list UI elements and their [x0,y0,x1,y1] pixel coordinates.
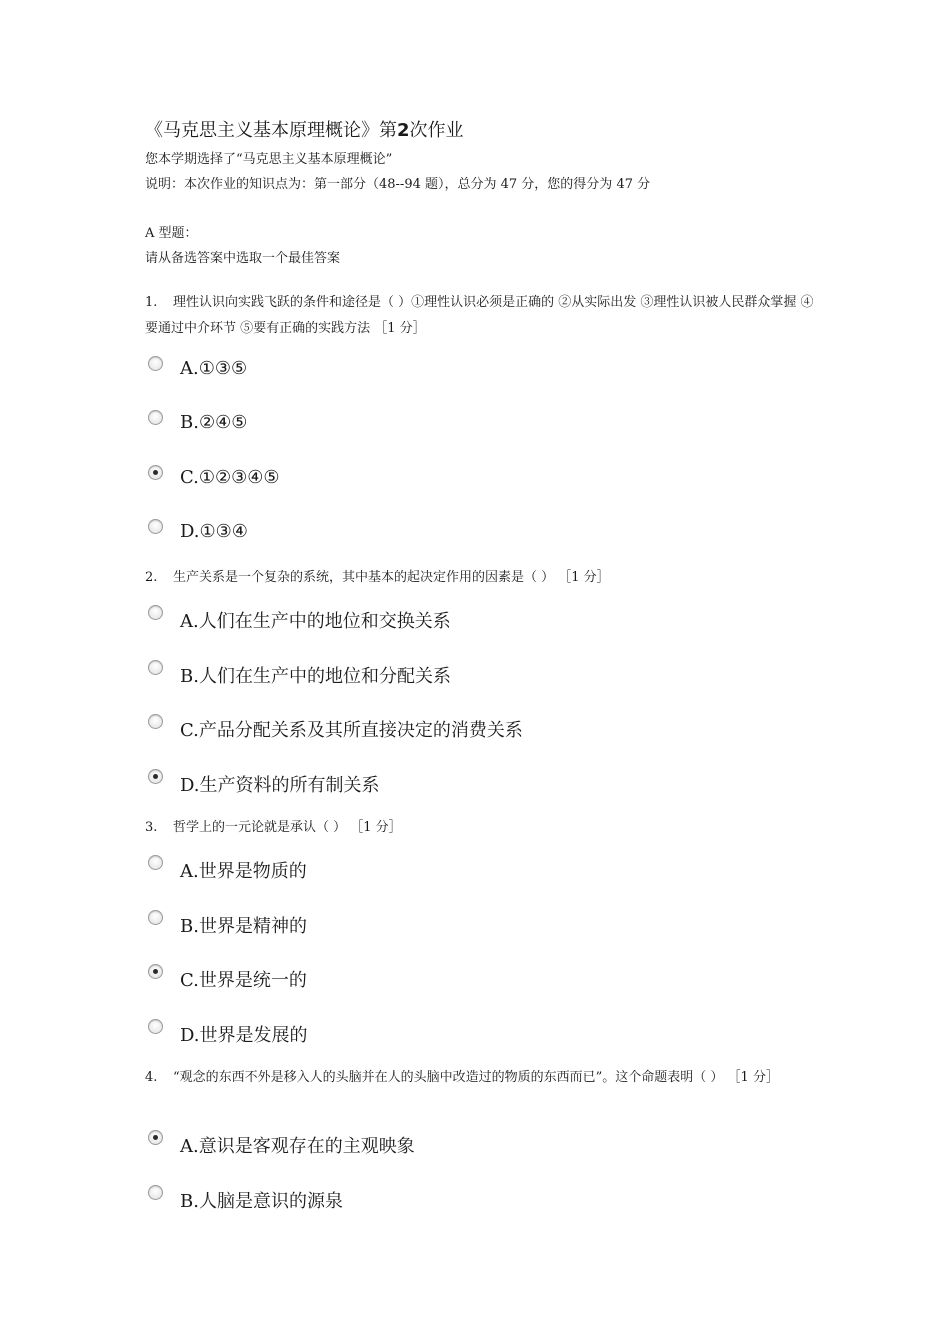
option-label: D.①③④ [180,521,248,542]
q1-option-a[interactable] [145,356,565,386]
radio-button-selected[interactable] [148,1130,163,1145]
radio-button-selected[interactable] [148,769,163,784]
option-label: C.①②③④⑤ [180,467,280,488]
q3-option-d[interactable] [145,1019,565,1049]
question-number: 2. [145,570,158,585]
title-number: 2 [397,120,410,141]
title-prefix: 《马克思主义基本原理概论》第 [145,120,397,141]
q4-option-a[interactable] [145,1130,565,1160]
radio-button[interactable] [148,605,163,620]
q3-option-c[interactable] [145,964,565,994]
q3-option-a[interactable] [145,855,565,885]
q3-option-b[interactable] [145,910,565,940]
option-label: C.产品分配关系及其所直接决定的消费关系 [180,720,523,741]
radio-button[interactable] [148,410,163,425]
question-3 [145,815,815,841]
option-label: D.世界是发展的 [180,1025,308,1046]
question-number: 1. [145,295,158,310]
option-label: B.人脑是意识的源泉 [180,1191,343,1212]
q4-option-b[interactable] [145,1185,565,1215]
info-line: 说明：本次作业的知识点为：第一部分（48--94 题），总分为 47 分，您的得分为 47 分 [145,177,651,192]
instruction-text: 请从备选答案中选取一个最佳答案 [145,251,341,266]
radio-button[interactable] [148,356,163,371]
option-label: B.人们在生产中的地位和分配关系 [180,666,451,687]
title-suffix: 次作业 [409,120,464,141]
q1-option-c[interactable] [145,465,565,495]
q2-option-b[interactable] [145,660,565,690]
radio-button[interactable] [148,910,163,925]
q1-option-d[interactable] [145,519,565,549]
option-label: C.世界是统一的 [180,970,307,991]
question-4 [145,1065,815,1091]
q2-option-a[interactable] [145,605,565,635]
option-label: A.人们在生产中的地位和交换关系 [180,611,451,632]
radio-button[interactable] [148,714,163,729]
radio-button-selected[interactable] [148,465,163,480]
option-label: A.意识是客观存在的主观映象 [180,1136,415,1157]
q2-option-d[interactable] [145,769,565,799]
radio-button[interactable] [148,855,163,870]
question-number: 4. [145,1070,158,1085]
q2-option-c[interactable] [145,714,565,744]
option-label: A.①③⑤ [180,358,248,379]
question-text: 生产关系是一个复杂的系统，其中基本的起决定作用的因素是（ ） ［1 分］ [173,570,610,585]
option-label: D.生产资料的所有制关系 [180,775,380,796]
radio-button[interactable] [148,519,163,534]
radio-button-selected[interactable] [148,964,163,979]
question-2 [145,565,815,591]
question-text: “观念的东西不外是移入人的头脑并在人的头脑中改造过的物质的东西而已”。这个命题表明（ ） ［1 分］ [173,1070,779,1085]
option-label: A.世界是物质的 [180,861,307,882]
question-text: 理性认识向实践飞跃的条件和途径是（ ）①理性认识必须是正确的 ②从实际出发 ③理性认识被人民群众掌握 ④要通过中介环节 ⑤要有正确的实践方法 ［1 分］ [145,295,814,336]
radio-button[interactable] [148,1185,163,1200]
question-text: 哲学上的一元论就是承认（ ） ［1 分］ [173,820,402,835]
radio-button[interactable] [148,1019,163,1034]
question-type-label: A 型题： [145,226,198,241]
q1-option-b[interactable] [145,410,565,440]
option-label: B.②④⑤ [180,412,248,433]
course-line: 您本学期选择了“马克思主义基本原理概论” [145,152,393,167]
question-number: 3. [145,820,158,835]
radio-button[interactable] [148,660,163,675]
question-1 [145,290,815,342]
option-label: B.世界是精神的 [180,916,307,937]
page-title [145,116,464,142]
